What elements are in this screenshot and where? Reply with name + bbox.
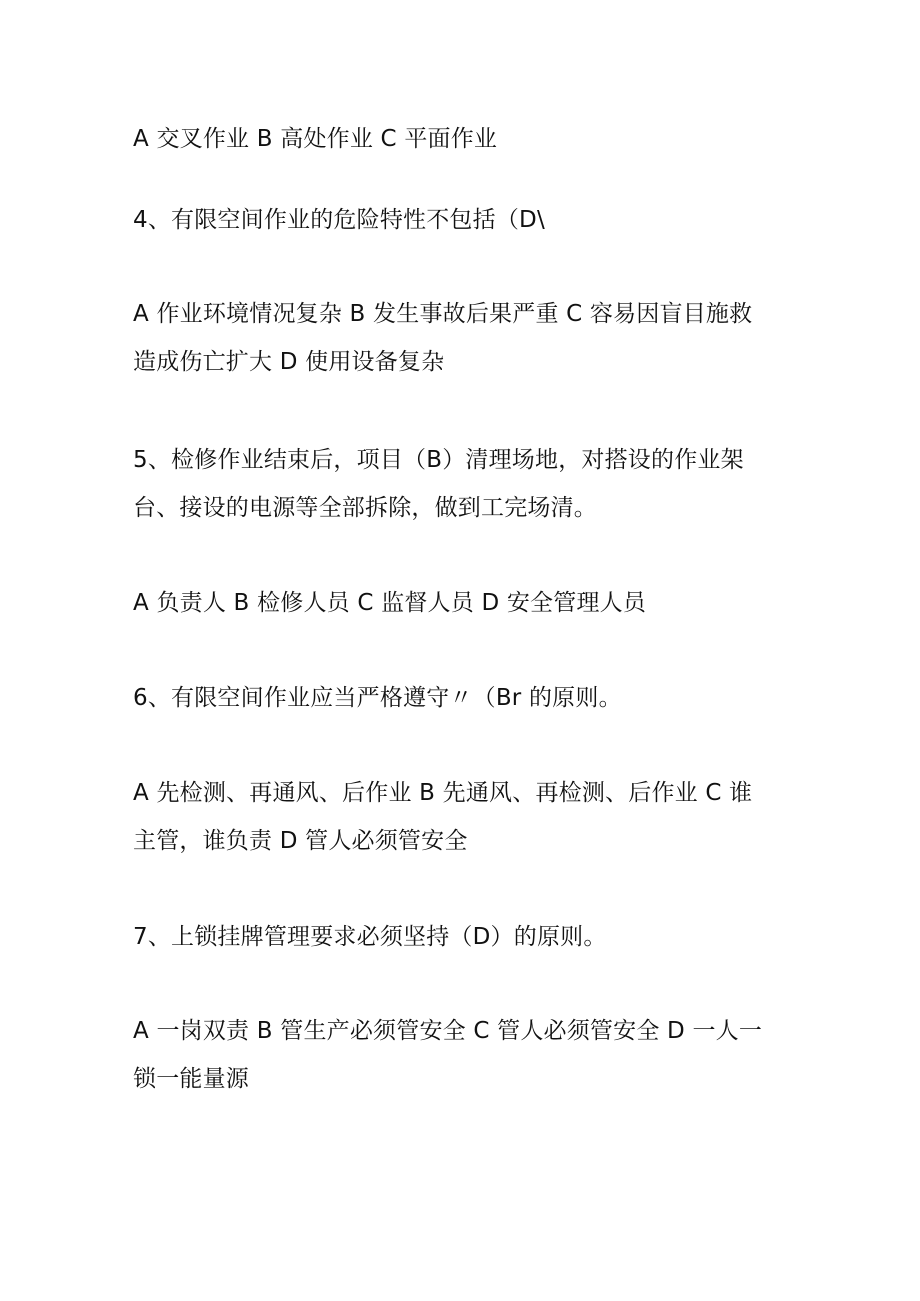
text-line: 4、有限空间作业的危险特性不包括（D\ <box>133 207 545 233</box>
text-line: 主管，谁负责 D 管人必须管安全 <box>133 828 468 854</box>
text-line: A 负责人 B 检修人员 C 监督人员 D 安全管理人员 <box>133 590 647 616</box>
text-line: 锁一能量源 <box>133 1066 249 1092</box>
question-5 <box>133 436 793 532</box>
text-line: A 交叉作业 B 高处作业 C 平面作业 <box>133 126 498 152</box>
question-6-options <box>133 769 793 865</box>
text-line: 台、接设的电源等全部拆除，做到工完场清。 <box>133 495 597 521</box>
text-line: A 作业环境情况复杂 B 发生事故后果严重 C 容易因盲目施救 <box>133 301 753 327</box>
text-line: 造成伤亡扩大 D 使用设备复杂 <box>133 349 445 375</box>
question-4 <box>133 196 793 244</box>
question-5-options <box>133 579 793 627</box>
question-4-options <box>133 290 793 386</box>
answer-options-line <box>133 115 793 163</box>
text-line: A 先检测、再通风、后作业 B 先通风、再检测、后作业 C 谁 <box>133 780 753 806</box>
text-line: 5、检修作业结束后，项目（B）清理场地，对搭设的作业架 <box>133 447 744 473</box>
text-line: 6、有限空间作业应当严格遵守〃（Br 的原则。 <box>133 685 622 711</box>
text-line: 7、上锁挂牌管理要求必须坚持（D）的原则。 <box>133 924 607 950</box>
text-line: A 一岗双责 B 管生产必须管安全 C 管人必须管安全 D 一人一 <box>133 1018 763 1044</box>
question-7-options <box>133 1007 793 1103</box>
question-7 <box>133 913 793 961</box>
question-6 <box>133 674 793 722</box>
